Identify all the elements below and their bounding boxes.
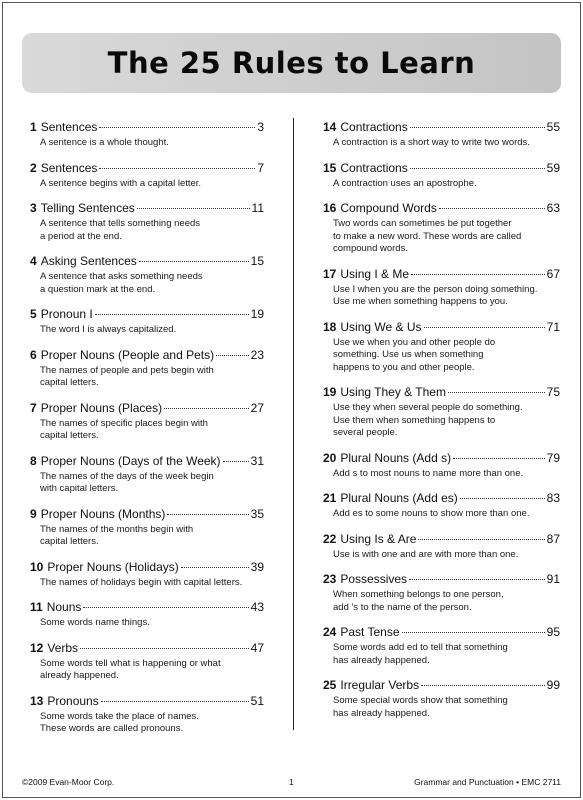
rule-page-number: 39 [250, 559, 264, 574]
rule-page-number: 27 [250, 400, 264, 415]
rule-description: Use me when something happens to you. [333, 296, 508, 307]
rule-title: Proper Nouns (People and Pets) [40, 347, 215, 362]
rule-page-number: 7 [257, 160, 264, 175]
rule-description: The names of the days of the week begin [40, 470, 214, 482]
rule-entry [323, 320, 560, 375]
rule-page-number: 23 [250, 347, 264, 362]
rule-entry [323, 451, 560, 481]
rule-description: Add es to some nouns to show more than one. [333, 508, 530, 519]
rule-title: Using They & Them [340, 385, 446, 399]
rule-page-number: 15 [250, 254, 264, 268]
rule-title: Possessives [340, 572, 408, 586]
rule-heading [323, 625, 560, 640]
rule-description: The names of people and pets begin with [40, 364, 214, 376]
rule-title: Pronouns [47, 693, 99, 708]
rule-number: 13 [30, 693, 44, 708]
dot-leader [424, 327, 545, 328]
rule-description: Use them when something happens to [333, 414, 496, 426]
rule-page-number: 55 [546, 120, 560, 134]
rule-number: 22 [323, 531, 337, 546]
dot-leader [181, 567, 249, 568]
rule-page-number: 67 [546, 266, 560, 281]
dot-leader [453, 458, 545, 459]
rule-description: Use is with one and are with more than one. [333, 548, 519, 560]
rule-number: 24 [323, 625, 337, 639]
rule-number: 25 [323, 678, 337, 692]
rule-number: 8 [30, 453, 37, 468]
rule-title: Proper Nouns (Places) [40, 400, 163, 415]
rule-description: Use I when you are the person doing something. [333, 283, 538, 295]
rule-title: Plural Nouns (Add es) [340, 491, 458, 505]
rule-heading [323, 320, 560, 335]
rule-description: These words are called pronouns. [40, 723, 184, 734]
rule-title: Compound Words [340, 201, 437, 215]
rule-description: A sentence that tells something needs [40, 218, 201, 229]
rule-title: Plural Nouns (Add s) [340, 450, 452, 465]
rule-page-number: 63 [546, 201, 560, 215]
rule-description: Use we when you and other people do [333, 336, 496, 348]
rule-description: happens to you and other people. [333, 361, 475, 373]
dot-leader [410, 168, 545, 169]
rule-entry [30, 694, 264, 736]
rule-title: Nouns [46, 600, 82, 614]
rule-number: 16 [323, 201, 337, 215]
rule-entry [30, 641, 264, 683]
rule-number: 3 [30, 201, 37, 215]
rule-description: compound words. [333, 243, 408, 254]
rule-heading [323, 572, 560, 587]
rule-number: 9 [30, 506, 37, 521]
rule-description: A sentence is a whole thought. [40, 137, 169, 148]
dot-leader [460, 498, 545, 499]
rule-description: A sentence that asks something needs [40, 271, 203, 282]
rule-entry [30, 401, 264, 443]
rule-heading [323, 491, 560, 506]
rule-entry [323, 625, 560, 667]
rule-description: When something belongs to one person, [333, 589, 504, 600]
rule-entry [323, 572, 560, 614]
dot-leader [167, 514, 248, 515]
rule-title: Past Tense [340, 625, 400, 639]
dot-leader [418, 539, 544, 540]
rule-heading [30, 507, 264, 522]
rule-heading [30, 560, 264, 575]
rule-description: Some words take the place of names. [40, 710, 199, 722]
rule-description: capital letters. [40, 536, 99, 547]
rule-entry [30, 201, 264, 243]
rule-entry [30, 161, 264, 191]
dot-leader [101, 701, 249, 702]
rule-entry [30, 120, 264, 150]
rule-heading [30, 161, 264, 176]
column-divider [293, 118, 294, 730]
rule-heading [30, 120, 264, 135]
rule-title: Contractions [340, 160, 408, 175]
rule-page-number: 91 [546, 572, 560, 586]
rule-entry [323, 678, 560, 720]
dot-leader [448, 392, 545, 393]
rule-description: a period at the end. [40, 230, 122, 242]
rule-number: 15 [323, 160, 337, 175]
rule-description: to make a new word. These words are called [333, 230, 522, 242]
rule-number: 4 [30, 254, 37, 268]
rule-page-number: 79 [546, 450, 560, 465]
rule-entry [323, 385, 560, 440]
rule-heading [30, 307, 264, 322]
footer-copyright: ©2009 Evan-Moor Corp. [22, 777, 115, 787]
rule-description: a question mark at the end. [40, 283, 156, 295]
dot-leader [83, 607, 248, 608]
rule-heading [323, 201, 560, 216]
rule-page-number: 35 [250, 506, 264, 521]
rule-description: Some special words show that something [333, 695, 508, 706]
rule-number: 6 [30, 347, 37, 362]
dot-leader [139, 261, 249, 262]
rule-page-number: 43 [250, 600, 264, 614]
rule-title: Pronoun I [40, 307, 93, 321]
dot-leader [421, 685, 545, 686]
rule-page-number: 87 [546, 531, 560, 546]
rule-description: A contraction uses an apostrophe. [333, 177, 477, 189]
rule-heading [30, 201, 264, 216]
rule-number: 17 [323, 266, 337, 281]
rule-number: 7 [30, 400, 37, 415]
rule-page-number: 83 [546, 491, 560, 505]
rule-number: 19 [323, 385, 337, 399]
rule-page-number: 75 [546, 385, 560, 399]
rule-number: 1 [30, 120, 37, 134]
rule-description: capital letters. [40, 430, 99, 441]
rule-number: 23 [323, 572, 337, 586]
rule-number: 5 [30, 307, 37, 321]
left-column [30, 120, 264, 747]
rule-heading [323, 532, 560, 547]
rule-heading [323, 451, 560, 466]
rule-entry [323, 491, 560, 521]
dot-leader [439, 208, 545, 209]
rule-entry [30, 600, 264, 630]
dot-leader [95, 314, 249, 315]
rule-description: A contraction is a short way to write two words. [333, 137, 530, 148]
footer-page-number: 1 [289, 777, 294, 787]
rule-description: already happened. [40, 670, 119, 681]
rule-entry [323, 120, 560, 150]
rule-number: 20 [323, 450, 337, 465]
rule-description: A sentence begins with a capital letter. [40, 177, 202, 189]
rule-heading [30, 641, 264, 656]
rule-title: Using I & Me [340, 266, 410, 281]
rule-entry [30, 560, 264, 590]
dot-leader [99, 168, 255, 169]
rule-page-number: 95 [546, 625, 560, 639]
dot-leader [411, 274, 545, 275]
footer-book-title: Grammar and Punctuation • EMC 2711 [414, 777, 561, 787]
rule-description: The word I is always capitalized. [40, 324, 177, 335]
rule-number: 11 [30, 600, 43, 614]
rule-number: 18 [323, 319, 337, 334]
dot-leader [223, 461, 249, 462]
rule-description: add 's to the name of the person. [333, 601, 472, 613]
dot-leader [402, 632, 545, 633]
rule-heading [323, 385, 560, 400]
rule-number: 2 [30, 160, 37, 175]
page-title: The 25 Rules to Learn [107, 46, 476, 80]
rule-heading [323, 678, 560, 693]
rule-page-number: 19 [250, 307, 264, 321]
rule-entry [30, 507, 264, 549]
rule-heading [30, 401, 264, 416]
rule-entry [323, 161, 560, 191]
rule-heading [30, 600, 264, 615]
rule-page-number: 47 [250, 640, 264, 655]
dot-leader [409, 579, 545, 580]
rule-title: Asking Sentences [40, 254, 137, 268]
rule-description: something. Use us when something [333, 349, 484, 360]
rule-description: The names of the months begin with [40, 523, 194, 535]
rule-number: 21 [323, 491, 337, 505]
rule-entry [30, 348, 264, 390]
dot-leader [410, 127, 545, 128]
rule-page-number: 59 [546, 160, 560, 175]
rule-page-number: 3 [257, 120, 264, 134]
rule-page-number: 71 [546, 319, 560, 334]
rule-page-number: 11 [251, 201, 264, 215]
rule-page-number: 51 [250, 693, 264, 708]
rule-title: Telling Sentences [40, 201, 135, 215]
rule-title: Irregular Verbs [340, 678, 420, 692]
right-column [323, 120, 560, 731]
rule-title: Proper Nouns (Days of the Week) [40, 453, 221, 468]
rule-description: The names of specific places begin with [40, 417, 208, 429]
rule-title: Proper Nouns (Months) [40, 506, 166, 521]
title-banner [22, 33, 561, 93]
rule-entry [30, 254, 264, 296]
rule-entry [323, 267, 560, 309]
rule-description: several people. [333, 427, 398, 438]
rule-description: Some words tell what is happening or what [40, 657, 221, 669]
rule-title: Sentences [40, 120, 98, 134]
rule-number: 10 [30, 559, 44, 574]
rule-heading [30, 694, 264, 709]
dot-leader [80, 648, 249, 649]
rule-heading [30, 348, 264, 363]
rule-page-number: 99 [546, 678, 560, 692]
dot-leader [216, 355, 249, 356]
rule-heading [323, 120, 560, 135]
rule-description: The names of holidays begin with capital letters. [40, 576, 243, 588]
rule-description: Two words can sometimes be put together [333, 218, 512, 229]
rule-page-number: 31 [250, 453, 264, 468]
rule-entry [30, 454, 264, 496]
rule-entry [30, 307, 264, 337]
dot-leader [137, 208, 250, 209]
rule-title: Contractions [340, 120, 408, 134]
rule-entry [323, 532, 560, 562]
rule-entry [323, 201, 560, 256]
rule-description: Use they when several people do something. [333, 402, 523, 413]
rule-title: Using We & Us [340, 319, 422, 334]
dot-leader [99, 127, 255, 128]
rule-description: Some words add ed to tell that something [333, 642, 508, 653]
rule-heading [323, 267, 560, 282]
rule-heading [30, 454, 264, 469]
rule-heading [323, 161, 560, 176]
rule-title: Sentences [40, 160, 98, 175]
rule-description: has already happened. [333, 707, 430, 719]
rule-description: has already happened. [333, 654, 430, 666]
rule-title: Using Is & Are [340, 531, 417, 546]
rule-number: 12 [30, 640, 44, 655]
rule-description: Some words name things. [40, 617, 150, 628]
rule-heading [30, 254, 264, 269]
rule-description: Add s to most nouns to name more than one. [333, 467, 524, 479]
rule-title: Proper Nouns (Holidays) [47, 559, 179, 574]
rule-description: with capital letters. [40, 483, 119, 494]
rule-title: Verbs [47, 640, 79, 655]
rule-description: capital letters. [40, 377, 99, 388]
rule-number: 14 [323, 120, 337, 134]
dot-leader [164, 408, 249, 409]
